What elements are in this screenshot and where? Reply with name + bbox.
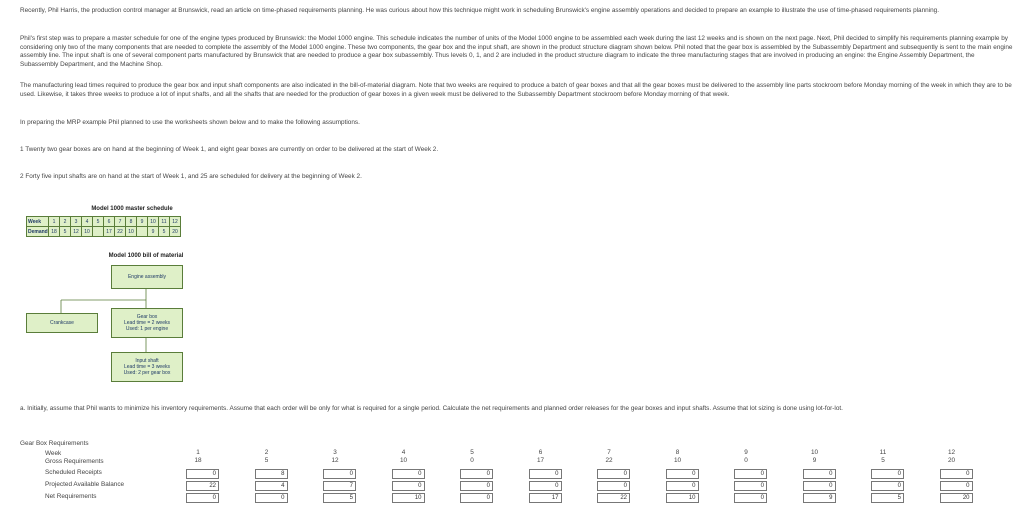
sched-input[interactable]: 0 bbox=[529, 469, 562, 479]
input-shaft-node bbox=[111, 352, 183, 382]
schedule-week-cell: 11 bbox=[159, 217, 170, 227]
sched-input[interactable]: 0 bbox=[597, 469, 630, 479]
week-cell: 4 bbox=[401, 449, 406, 456]
net-input[interactable]: 17 bbox=[529, 493, 562, 503]
net-input[interactable]: 0 bbox=[255, 493, 288, 503]
schedule-demand-cell: 10 bbox=[82, 227, 93, 237]
engine-assembly-label: Engine assembly bbox=[127, 274, 167, 280]
proj-input[interactable]: 0 bbox=[803, 481, 836, 491]
proj-input[interactable]: 0 bbox=[871, 481, 904, 491]
schedule-week-cell: 3 bbox=[71, 217, 82, 227]
gross-cell: 5 bbox=[881, 457, 885, 464]
scheduled-receipts-label: Scheduled Receipts bbox=[45, 469, 102, 476]
bom-title: Model 1000 bill of material bbox=[108, 253, 184, 259]
assumption-2: 2 Forty five input shafts are on hand at the start of Week 1, and 25 are scheduled for delivery at the beginning of Week 2. bbox=[20, 173, 362, 180]
sched-input[interactable]: 0 bbox=[460, 469, 493, 479]
sched-input[interactable]: 0 bbox=[323, 469, 356, 479]
week-cell: 2 bbox=[264, 449, 269, 456]
schedule-week-cell: 4 bbox=[82, 217, 93, 227]
question-a: a. Initially, assume that Phil wants to minimize his inventory requirements. Assume that each order will be only for what is required for a single period. Calculate the net requirements and planned order releases for the gear boxes and input shafts. Assume that lot sizing is done using lot-for-lot. bbox=[20, 405, 843, 412]
schedule-week-cell: 12 bbox=[170, 217, 181, 227]
gross-cell: 17 bbox=[536, 457, 545, 464]
proj-input[interactable]: 0 bbox=[460, 481, 493, 491]
paragraph-master-schedule: Phil's first step was to prepare a master schedule for one of the engine types produced by Brunswick: the Model 1000 engine. This schedule indicates the number of units of the Model 1000 engine to be assembled each week during the last 12 weeks and is shown on the next page. Next, Phil decided to simplify his requirements planning example by considering only two of the many components that are needed to complete the assembly of the Model 1000 engine. These two components, the gear box and the input shaft, are shown in the product structure diagram shown below. Phil noted that the gear box is assembled by the Subassembly Department and subsequently is sent to the main engine assembly line. The input shaft is one of several component parts manufactured by Brunswick that are needed to produce a gear box subassembly. Thus levels 0, 1, and 2 are included in the product structure diagram to indicate the three manufacturing stages that are involved in producing an engine: the Engine Assembly Department, the Subassembly Department, and the Machine Shop. bbox=[20, 35, 1013, 68]
gross-cell: 10 bbox=[673, 457, 682, 464]
gross-cell: 10 bbox=[399, 457, 408, 464]
proj-input[interactable]: 0 bbox=[734, 481, 767, 491]
week-cell: 1 bbox=[196, 449, 200, 456]
schedule-week-cell: 2 bbox=[60, 217, 71, 227]
gross-cell: 18 bbox=[194, 457, 202, 464]
gearbox-name: Gear box bbox=[136, 314, 158, 320]
gross-cell: 20 bbox=[947, 457, 956, 464]
schedule-demand-cell: 5 bbox=[60, 227, 71, 237]
schedule-week-cell: 10 bbox=[148, 217, 159, 227]
schedule-week-cell: 5 bbox=[93, 217, 104, 227]
paragraph-lead-times: The manufacturing lead times required to produce the gear box and input shaft components are also indicated in the bill-of-material diagram. Note that two weeks are required to produce a batch of gear boxes and that all the gear boxes must be delivered to the assembly line parts stockroom before Monday morning of the week in which they are to be used. Likewise, it takes three weeks to produce a lot of input shafts, and all the shafts that are needed for the production of gear boxes in a given week must be delivered to the Subassembly Department stockroom before Monday morning of that week. bbox=[20, 82, 1012, 98]
crankcase-node bbox=[26, 313, 98, 333]
schedule-title: Model 1000 master schedule bbox=[91, 206, 173, 212]
gearbox-table-title: Gear Box Requirements bbox=[20, 440, 89, 447]
proj-input[interactable]: 0 bbox=[597, 481, 630, 491]
schedule-week-cell: 9 bbox=[137, 217, 148, 227]
sched-input[interactable]: 0 bbox=[666, 469, 699, 479]
sched-input[interactable]: 0 bbox=[803, 469, 836, 479]
intro-paragraph: Recently, Phil Harris, the production control manager at Brunswick, read an article on time-phased requirements planning. He was curious about how this technique might work in scheduling Brunswick's engine assembly operations and decided to prepare an example to illustrate the use of time-phased requirements planning. bbox=[20, 7, 940, 14]
net-input[interactable]: 0 bbox=[186, 493, 219, 503]
gross-cell: 22 bbox=[605, 457, 613, 464]
net-requirements-row bbox=[20, 492, 1020, 504]
schedule-demand-label: Demand bbox=[28, 228, 48, 235]
schedule-demand-cell: 22 bbox=[115, 227, 126, 237]
net-input[interactable]: 22 bbox=[597, 493, 630, 503]
sched-input[interactable]: 0 bbox=[734, 469, 767, 479]
schedule-demand-cell: 18 bbox=[49, 227, 60, 237]
sched-input[interactable]: 8 bbox=[255, 469, 288, 479]
sched-input[interactable]: 0 bbox=[871, 469, 904, 479]
gross-cell: 12 bbox=[331, 457, 339, 464]
proj-input[interactable]: 0 bbox=[940, 481, 973, 491]
gross-cell: 0 bbox=[744, 457, 748, 464]
schedule-demand-cell: 10 bbox=[126, 227, 137, 237]
net-input[interactable]: 10 bbox=[666, 493, 699, 503]
week-row-label: Week bbox=[45, 450, 62, 457]
week-cell: 7 bbox=[607, 449, 611, 456]
schedule-week-cell: 7 bbox=[115, 217, 126, 227]
net-requirements-label: Net Requirements bbox=[45, 493, 97, 500]
week-cell: 6 bbox=[538, 449, 543, 456]
net-input[interactable]: 5 bbox=[323, 493, 356, 503]
paragraph-mrp-example: In preparing the MRP example Phil planned to use the worksheets shown below and to make the following assumptions. bbox=[20, 119, 360, 126]
sched-input[interactable]: 0 bbox=[940, 469, 973, 479]
proj-input[interactable]: 0 bbox=[529, 481, 562, 491]
week-cell: 10 bbox=[810, 449, 819, 456]
input-shaft-lead-time: Lead time = 3 weeks bbox=[124, 364, 170, 370]
week-cell: 5 bbox=[470, 449, 474, 456]
crankcase-label: Crankcase bbox=[50, 320, 74, 326]
net-input[interactable]: 9 bbox=[803, 493, 836, 503]
input-shaft-usage: Used: 2 per gear box bbox=[123, 370, 171, 376]
proj-input[interactable]: 7 bbox=[323, 481, 356, 491]
scheduled-receipts-row bbox=[20, 468, 1020, 480]
net-input[interactable]: 0 bbox=[734, 493, 767, 503]
gearbox-lead-time: Lead time = 2 weeks bbox=[124, 320, 170, 326]
assumption-1: 1 Twenty two gear boxes are on hand at the beginning of Week 1, and eight gear boxes are currently on order to be delivered at the start of Week 2. bbox=[20, 146, 439, 153]
week-cell: 9 bbox=[744, 449, 748, 456]
proj-input[interactable]: 0 bbox=[666, 481, 699, 491]
schedule-demand-cell: 12 bbox=[71, 227, 82, 237]
proj-input[interactable]: 22 bbox=[186, 481, 219, 491]
schedule-week-label: Week bbox=[27, 217, 49, 227]
sched-input[interactable]: 0 bbox=[186, 469, 219, 479]
projected-balance-label: Projected Available Balance bbox=[45, 481, 125, 488]
week-cell: 8 bbox=[675, 449, 680, 456]
schedule-week-cell: 6 bbox=[104, 217, 115, 227]
schedule-week-cell: 1 bbox=[49, 217, 60, 227]
net-input[interactable]: 0 bbox=[460, 493, 493, 503]
gearbox-usage: Used: 1 per engine bbox=[125, 326, 169, 332]
schedule-demand-cell: 17 bbox=[104, 227, 115, 237]
schedule-week-cell: 8 bbox=[126, 217, 137, 227]
engine-assembly-node bbox=[111, 265, 183, 289]
week-cell: 3 bbox=[333, 449, 337, 456]
schedule-demand-cell: 20 bbox=[170, 227, 181, 237]
schedule-demand-cell: 9 bbox=[148, 227, 159, 237]
proj-input[interactable]: 0 bbox=[392, 481, 425, 491]
input-shaft-name: Input shaft bbox=[135, 358, 159, 364]
net-input[interactable]: 10 bbox=[392, 493, 425, 503]
gearbox-node bbox=[111, 308, 183, 338]
week-cell: 11 bbox=[879, 449, 887, 456]
projected-balance-row bbox=[20, 480, 1020, 492]
net-input[interactable]: 5 bbox=[871, 493, 904, 503]
gross-cell: 0 bbox=[470, 457, 474, 464]
sched-input[interactable]: 0 bbox=[392, 469, 425, 479]
gross-cell: 5 bbox=[264, 457, 269, 464]
gross-requirements-label: Gross Requirements bbox=[45, 458, 104, 465]
proj-input[interactable]: 4 bbox=[255, 481, 288, 491]
net-input[interactable]: 20 bbox=[940, 493, 973, 503]
week-cell: 12 bbox=[947, 449, 956, 456]
gross-cell: 9 bbox=[812, 457, 817, 464]
schedule-demand-cell: 5 bbox=[159, 227, 170, 237]
